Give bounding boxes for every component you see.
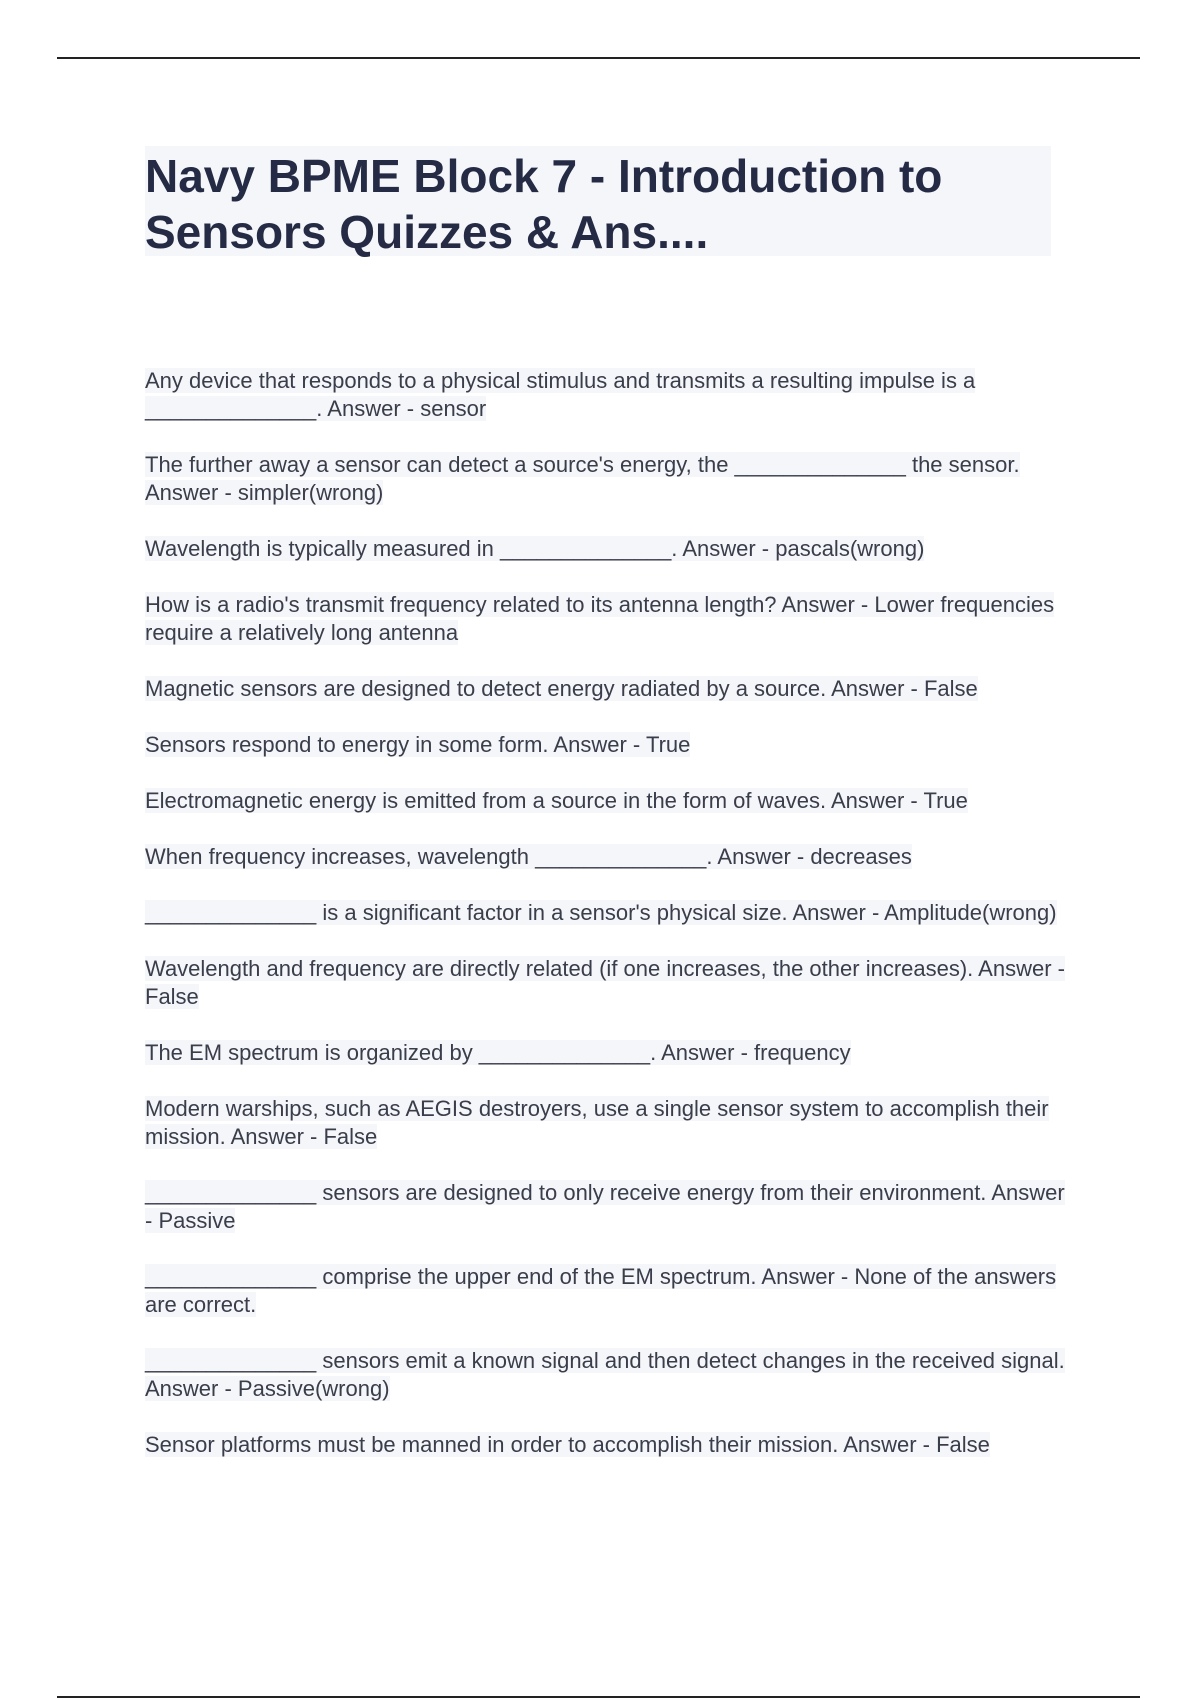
page-title: Navy BPME Block 7 - Introduction to Sensors Quizzes & Ans.... — [145, 150, 943, 258]
question-text: Magnetic sensors are designed to detect energy radiated by a source. Answer - False — [145, 676, 978, 701]
question-text: The further away a sensor can detect a source's energy, the ______________ the sensor. Answer - simpler(wrong) — [145, 452, 1020, 505]
question-item — [145, 367, 1065, 423]
question-text: Any device that responds to a physical stimulus and transmits a resulting impulse is a ______________. Answer - sensor — [145, 368, 976, 421]
question-text: Sensor platforms must be manned in order to accomplish their mission. Answer - False — [145, 1432, 990, 1457]
question-text: Wavelength is typically measured in ______________. Answer - pascals(wrong) — [145, 536, 925, 561]
question-item — [145, 1431, 1065, 1459]
question-item — [145, 843, 1065, 871]
question-text: Wavelength and frequency are directly related (if one increases, the other increases). Answer - False — [145, 956, 1065, 1009]
question-item — [145, 1095, 1065, 1151]
question-text: Electromagnetic energy is emitted from a source in the form of waves. Answer - True — [145, 788, 968, 813]
question-text: ______________ sensors are designed to only receive energy from their environment. Answer - Passive — [145, 1180, 1065, 1233]
question-text: Sensors respond to energy in some form. Answer - True — [145, 732, 691, 757]
question-item — [145, 1179, 1065, 1235]
question-item — [145, 787, 1065, 815]
question-text: Modern warships, such as AEGIS destroyers, use a single sensor system to accomplish their mission. Answer - False — [145, 1096, 1049, 1149]
question-item — [145, 591, 1065, 647]
question-item — [145, 731, 1065, 759]
question-text: ______________ comprise the upper end of the EM spectrum. Answer - None of the answers are correct. — [145, 1264, 1057, 1317]
title-block — [145, 146, 1051, 256]
question-item — [145, 955, 1065, 1011]
question-text: The EM spectrum is organized by ______________. Answer - frequency — [145, 1040, 851, 1065]
question-text: When frequency increases, wavelength ______________. Answer - decreases — [145, 844, 912, 869]
footer-rule — [57, 1696, 1140, 1698]
question-list — [145, 367, 1065, 1487]
question-item — [145, 1347, 1065, 1403]
question-text: How is a radio's transmit frequency related to its antenna length? Answer - Lower frequencies require a relatively long antenna — [145, 592, 1055, 645]
question-item — [145, 1039, 1065, 1067]
question-item — [145, 535, 1065, 563]
header-rule — [57, 57, 1140, 59]
question-item — [145, 675, 1065, 703]
question-text: ______________ sensors emit a known signal and then detect changes in the received signal. Answer - Passive(wrong) — [145, 1348, 1065, 1401]
question-item — [145, 1263, 1065, 1319]
question-text: ______________ is a significant factor in a sensor's physical size. Answer - Amplitude(wrong) — [145, 900, 1057, 925]
question-item — [145, 899, 1065, 927]
question-item — [145, 451, 1065, 507]
